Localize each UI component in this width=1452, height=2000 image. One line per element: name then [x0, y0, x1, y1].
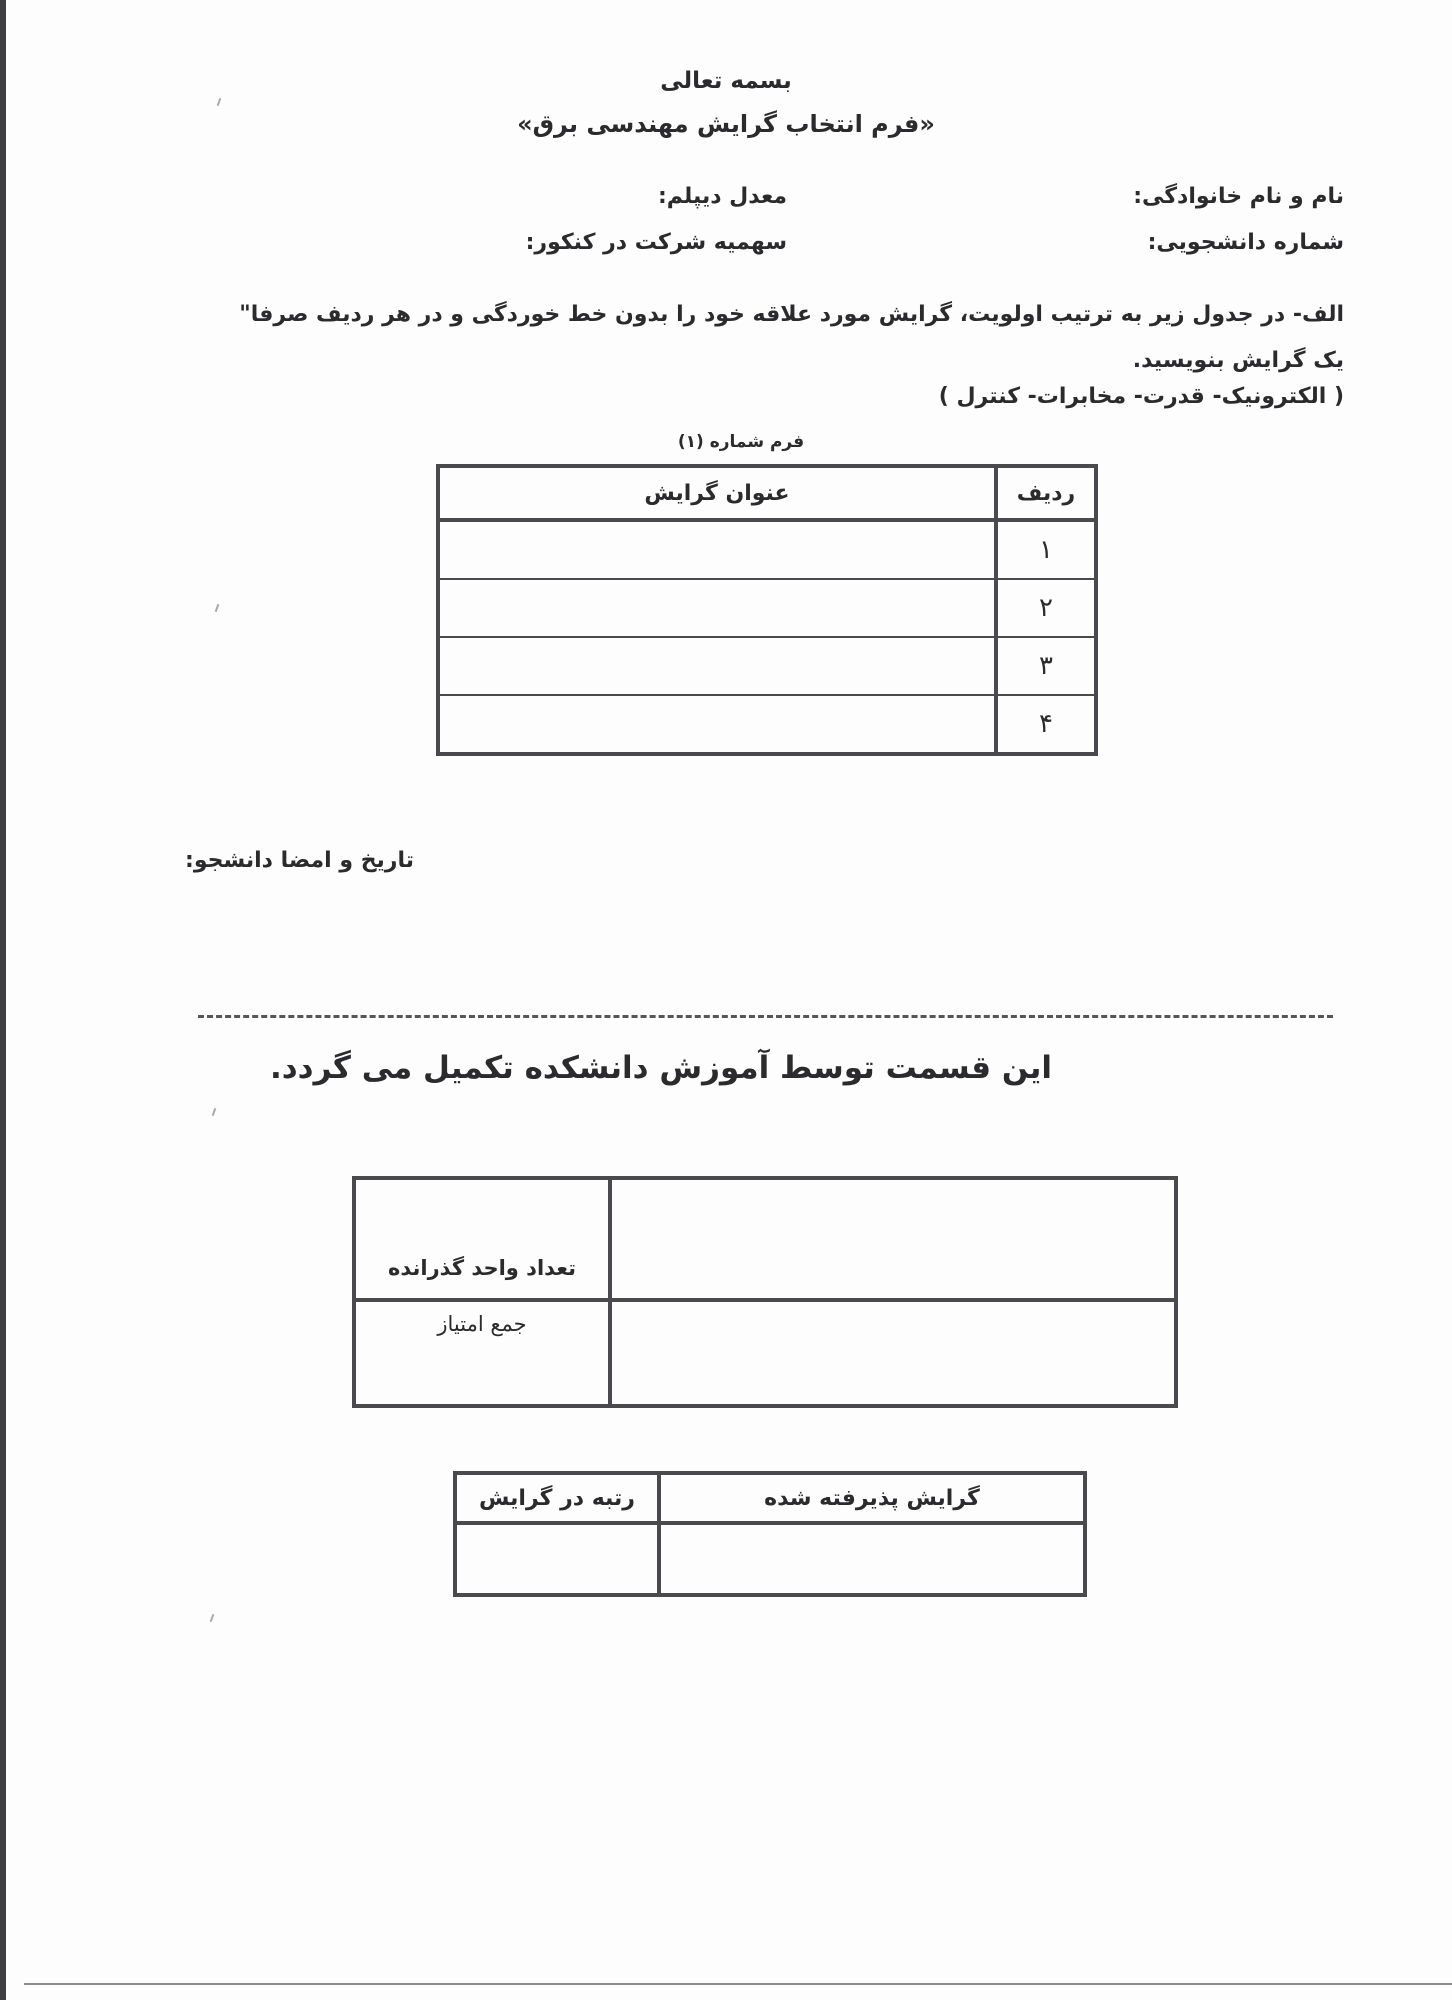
table-row: [438, 637, 1096, 695]
table-row: [354, 1300, 1176, 1406]
specialization-entry-cell[interactable]: [438, 520, 996, 579]
scan-speck: [217, 98, 222, 106]
invocation-heading: بسمه تعالی: [660, 68, 792, 94]
rank-value[interactable]: [455, 1523, 659, 1595]
row-index: ۴: [996, 695, 1096, 754]
column-header-rank: رتبه در گرایش: [455, 1473, 659, 1523]
specialization-entry-cell[interactable]: [438, 695, 996, 754]
student-id-field-label: شماره دانشجویی:: [1147, 230, 1344, 255]
cut-line-divider: [198, 1015, 1333, 1018]
diploma-gpa-field-label: معدل دیپلم:: [657, 184, 787, 209]
table-row: [438, 695, 1096, 754]
specialization-entry-cell[interactable]: [438, 637, 996, 695]
faculty-section-heading: این قسمت توسط آموزش دانشکده تکمیل می گردد.: [270, 1050, 1052, 1086]
column-header-title: عنوان گرایش: [438, 466, 996, 520]
table-header-row: [455, 1473, 1085, 1523]
scan-speck: [212, 1108, 217, 1116]
scan-edge: [0, 0, 6, 2000]
form-title: «فرم انتخاب گرایش مهندسی برق»: [517, 110, 935, 138]
date-signature-label: تاریخ و امضا دانشجو:: [185, 848, 414, 873]
konkur-quota-field-label: سهمیه شرکت در کنکور:: [525, 230, 787, 255]
row-index: ۳: [996, 637, 1096, 695]
total-score-label: جمع امتیاز: [354, 1300, 610, 1406]
units-passed-label: تعداد واحد گذرانده: [354, 1178, 610, 1300]
table-header-row: [438, 466, 1096, 520]
form1-caption-text: فرم شماره (۱): [677, 432, 805, 452]
table-row: [438, 579, 1096, 637]
faculty-score-table: [352, 1176, 1178, 1408]
scan-speck: [210, 1614, 215, 1622]
accepted-specialization-value[interactable]: [659, 1523, 1085, 1595]
table-row: [438, 520, 1096, 579]
units-passed-value[interactable]: [610, 1178, 1176, 1300]
scan-speck: [215, 604, 220, 612]
name-field-label: نام و نام خانوادگی:: [1133, 184, 1344, 209]
row-index: ۲: [996, 579, 1096, 637]
column-header-index: ردیف: [996, 466, 1096, 520]
table-row: [455, 1523, 1085, 1595]
total-score-value[interactable]: [610, 1300, 1176, 1406]
table-row: [354, 1178, 1176, 1300]
result-table: [453, 1471, 1087, 1597]
specialization-entry-cell[interactable]: [438, 579, 996, 637]
form1-caption: [0, 432, 1452, 452]
instructions-text: الف- در جدول زیر به ترتیب اولویت، گرایش مورد علاقه خود را بدون خط خوردگی و در هر ردیف صرفا" یک گرایش بنویسید.: [239, 302, 1344, 373]
page-bottom-rule: [24, 1983, 1452, 1985]
row-index: ۱: [996, 520, 1096, 579]
column-header-accepted: گرایش پذیرفته شده: [659, 1473, 1085, 1523]
specialization-priority-table: [436, 464, 1098, 756]
specialization-options: ( الکترونیک- قدرت- مخابرات- کنترل ): [938, 384, 1344, 409]
